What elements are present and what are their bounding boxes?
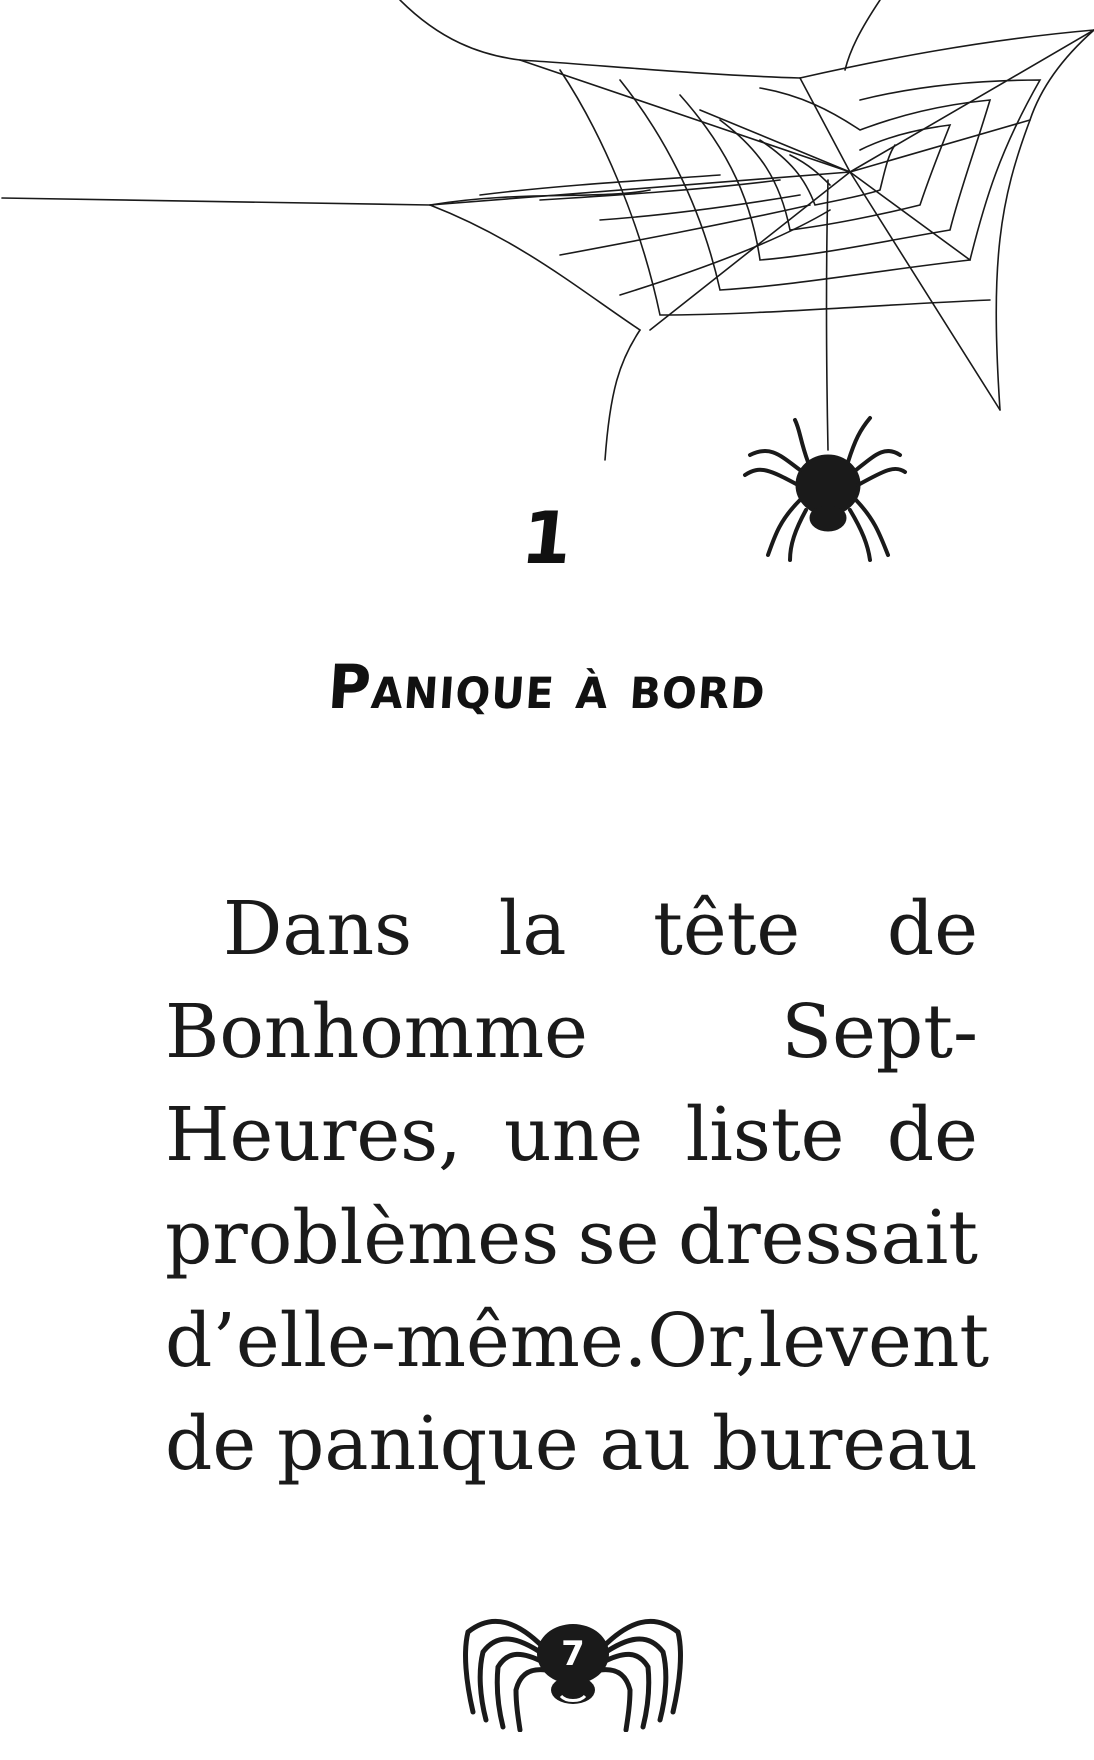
chapter-number: 1	[517, 496, 577, 580]
text-line: Dans la tête de	[223, 886, 978, 972]
text-line: de panique au bureau	[165, 1401, 978, 1487]
page-number: 7	[561, 1634, 585, 1674]
text-line: d’elle-même. Or, le vent	[165, 1298, 990, 1384]
text-line: Heures, une liste de	[165, 1092, 978, 1178]
text-line: Bonhomme Sept-	[165, 989, 978, 1075]
page-footer	[458, 1592, 688, 1732]
text-line: problèmes se dressait	[165, 1195, 978, 1281]
spider-web-icon	[0, 0, 1094, 580]
chapter-title: Panique à bord	[325, 651, 769, 723]
body-paragraph	[165, 878, 990, 1496]
